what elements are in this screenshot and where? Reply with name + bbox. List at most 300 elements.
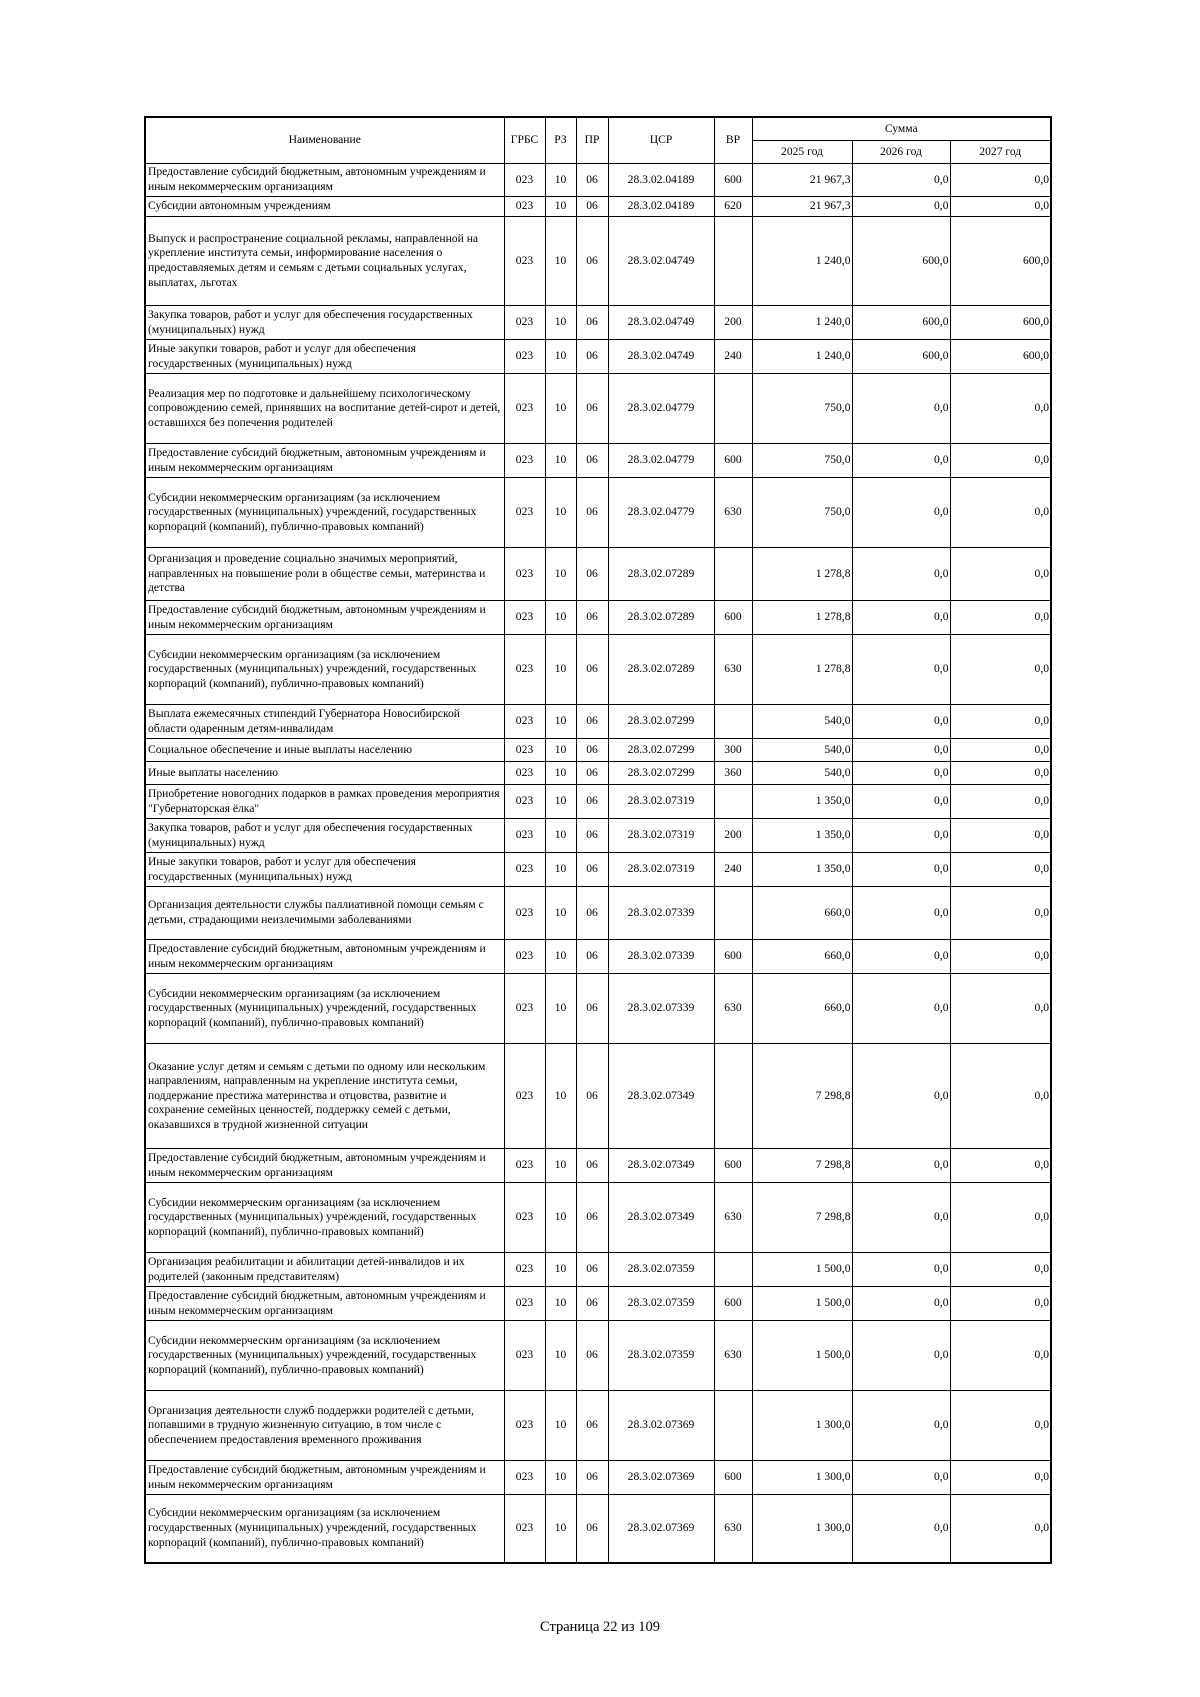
cell-pr: 06 — [576, 1253, 608, 1287]
table-row — [145, 164, 1051, 197]
cell-name: Предоставление субсидий бюджетным, автономным учреждениям и иным некоммерческим организациям — [145, 601, 504, 635]
cell-vr: 240 — [714, 340, 752, 374]
cell-vr: 620 — [714, 197, 752, 217]
table-row — [145, 974, 1051, 1044]
table-row — [145, 1044, 1051, 1149]
cell-sum-2025: 1 300,0 — [752, 1391, 852, 1461]
cell-sum-2025: 1 300,0 — [752, 1461, 852, 1495]
cell-name: Субсидии автономным учреждениям — [145, 197, 504, 217]
cell-pr: 06 — [576, 635, 608, 705]
cell-csr: 28.3.02.07339 — [608, 974, 714, 1044]
cell-vr: 630 — [714, 1183, 752, 1253]
table-row — [145, 853, 1051, 887]
cell-rz: 10 — [545, 635, 576, 705]
cell-name: Субсидии некоммерческим организациям (за исключением государственных (муниципальных) учреждений, государственных корпораций (компаний), публично-правовых компаний) — [145, 635, 504, 705]
cell-csr: 28.3.02.04749 — [608, 340, 714, 374]
cell-sum-2026: 0,0 — [852, 1149, 950, 1183]
cell-sum-2026: 0,0 — [852, 374, 950, 444]
cell-grbs: 023 — [504, 217, 545, 306]
cell-pr: 06 — [576, 1321, 608, 1391]
cell-sum-2027: 0,0 — [950, 635, 1051, 705]
cell-rz: 10 — [545, 1183, 576, 1253]
cell-vr: 630 — [714, 1321, 752, 1391]
header-year-2026: 2026 год — [852, 141, 950, 164]
cell-sum-2026: 0,0 — [852, 444, 950, 478]
cell-grbs: 023 — [504, 374, 545, 444]
cell-rz: 10 — [545, 1044, 576, 1149]
cell-sum-2026: 0,0 — [852, 1253, 950, 1287]
cell-grbs: 023 — [504, 1321, 545, 1391]
cell-grbs: 023 — [504, 478, 545, 548]
cell-grbs: 023 — [504, 819, 545, 853]
cell-pr: 06 — [576, 1495, 608, 1563]
page-number: Страница 22 из 109 — [539, 1619, 660, 1635]
cell-sum-2026: 0,0 — [852, 197, 950, 217]
cell-vr: 630 — [714, 478, 752, 548]
table-row — [145, 887, 1051, 940]
cell-rz: 10 — [545, 1461, 576, 1495]
cell-grbs: 023 — [504, 887, 545, 940]
table-row — [145, 762, 1051, 785]
cell-rz: 10 — [545, 819, 576, 853]
cell-sum-2026: 0,0 — [852, 1044, 950, 1149]
cell-pr: 06 — [576, 601, 608, 635]
cell-grbs: 023 — [504, 739, 545, 762]
cell-grbs: 023 — [504, 548, 545, 601]
cell-csr: 28.3.02.07299 — [608, 762, 714, 785]
cell-name: Выплата ежемесячных стипендий Губернатора Новосибирской области одаренным детям-инвалидам — [145, 705, 504, 739]
cell-grbs: 023 — [504, 762, 545, 785]
cell-vr — [714, 705, 752, 739]
cell-sum-2025: 1 240,0 — [752, 306, 852, 340]
cell-pr: 06 — [576, 974, 608, 1044]
cell-sum-2027: 0,0 — [950, 762, 1051, 785]
cell-csr: 28.3.02.07369 — [608, 1495, 714, 1563]
cell-sum-2026: 0,0 — [852, 164, 950, 197]
cell-sum-2027: 0,0 — [950, 705, 1051, 739]
cell-sum-2027: 0,0 — [950, 1461, 1051, 1495]
cell-sum-2026: 0,0 — [852, 940, 950, 974]
table-row — [145, 1149, 1051, 1183]
cell-rz: 10 — [545, 705, 576, 739]
cell-csr: 28.3.02.04779 — [608, 374, 714, 444]
table-row — [145, 1183, 1051, 1253]
cell-grbs: 023 — [504, 1183, 545, 1253]
cell-vr — [714, 548, 752, 601]
cell-sum-2025: 7 298,8 — [752, 1183, 852, 1253]
cell-name: Предоставление субсидий бюджетным, автономным учреждениям и иным некоммерческим организациям — [145, 164, 504, 197]
cell-sum-2026: 0,0 — [852, 601, 950, 635]
cell-sum-2027: 600,0 — [950, 340, 1051, 374]
cell-sum-2025: 1 240,0 — [752, 340, 852, 374]
cell-sum-2026: 0,0 — [852, 1321, 950, 1391]
cell-sum-2026: 0,0 — [852, 1461, 950, 1495]
cell-rz: 10 — [545, 940, 576, 974]
cell-pr: 06 — [576, 548, 608, 601]
cell-sum-2025: 1 350,0 — [752, 785, 852, 819]
cell-csr: 28.3.02.04189 — [608, 164, 714, 197]
cell-vr: 630 — [714, 1495, 752, 1563]
cell-csr: 28.3.02.07349 — [608, 1149, 714, 1183]
table-header — [145, 117, 1051, 164]
cell-name: Выпуск и распространение социальной рекламы, направленной на укрепление института семьи, информирование населения о предоставляемых детям и семьям с детьми социальных услугах, выплатах, льготах — [145, 217, 504, 306]
cell-name: Социальное обеспечение и иные выплаты населению — [145, 739, 504, 762]
cell-pr: 06 — [576, 340, 608, 374]
cell-sum-2025: 1 500,0 — [752, 1253, 852, 1287]
cell-sum-2026: 600,0 — [852, 340, 950, 374]
cell-name: Иные закупки товаров, работ и услуг для обеспечения государственных (муниципальных) нужд — [145, 853, 504, 887]
cell-sum-2025: 1 278,8 — [752, 601, 852, 635]
cell-sum-2026: 0,0 — [852, 853, 950, 887]
cell-name: Закупка товаров, работ и услуг для обеспечения государственных (муниципальных) нужд — [145, 819, 504, 853]
cell-rz: 10 — [545, 217, 576, 306]
cell-rz: 10 — [545, 1253, 576, 1287]
cell-pr: 06 — [576, 1391, 608, 1461]
cell-sum-2027: 0,0 — [950, 1391, 1051, 1461]
header-csr: ЦСР — [608, 117, 714, 164]
cell-csr: 28.3.02.07369 — [608, 1391, 714, 1461]
cell-vr: 600 — [714, 1149, 752, 1183]
cell-vr — [714, 374, 752, 444]
cell-csr: 28.3.02.04189 — [608, 197, 714, 217]
cell-vr: 240 — [714, 853, 752, 887]
cell-name: Закупка товаров, работ и услуг для обеспечения государственных (муниципальных) нужд — [145, 306, 504, 340]
cell-grbs: 023 — [504, 1287, 545, 1321]
cell-sum-2026: 0,0 — [852, 1287, 950, 1321]
cell-pr: 06 — [576, 217, 608, 306]
table-row — [145, 635, 1051, 705]
cell-grbs: 023 — [504, 1391, 545, 1461]
cell-csr: 28.3.02.07349 — [608, 1183, 714, 1253]
cell-sum-2025: 750,0 — [752, 478, 852, 548]
cell-sum-2027: 0,0 — [950, 1044, 1051, 1149]
cell-rz: 10 — [545, 444, 576, 478]
table-row — [145, 1321, 1051, 1391]
cell-csr: 28.3.02.07289 — [608, 601, 714, 635]
cell-rz: 10 — [545, 887, 576, 940]
cell-vr: 600 — [714, 1461, 752, 1495]
cell-pr: 06 — [576, 1287, 608, 1321]
cell-sum-2025: 750,0 — [752, 374, 852, 444]
cell-rz: 10 — [545, 197, 576, 217]
cell-rz: 10 — [545, 739, 576, 762]
cell-rz: 10 — [545, 1495, 576, 1563]
cell-sum-2027: 600,0 — [950, 306, 1051, 340]
cell-csr: 28.3.02.07339 — [608, 887, 714, 940]
cell-name: Предоставление субсидий бюджетным, автономным учреждениям и иным некоммерческим организациям — [145, 444, 504, 478]
cell-sum-2027: 0,0 — [950, 853, 1051, 887]
table-row — [145, 548, 1051, 601]
cell-sum-2027: 0,0 — [950, 739, 1051, 762]
cell-sum-2025: 1 500,0 — [752, 1287, 852, 1321]
cell-name: Предоставление субсидий бюджетным, автономным учреждениям и иным некоммерческим организациям — [145, 1287, 504, 1321]
cell-grbs: 023 — [504, 1495, 545, 1563]
cell-pr: 06 — [576, 1183, 608, 1253]
cell-vr: 600 — [714, 444, 752, 478]
cell-csr: 28.3.02.04749 — [608, 217, 714, 306]
cell-grbs: 023 — [504, 785, 545, 819]
cell-sum-2025: 540,0 — [752, 705, 852, 739]
cell-vr — [714, 217, 752, 306]
cell-sum-2025: 7 298,8 — [752, 1044, 852, 1149]
cell-sum-2026: 0,0 — [852, 887, 950, 940]
cell-name: Субсидии некоммерческим организациям (за исключением государственных (муниципальных) учреждений, государственных корпораций (компаний), публично-правовых компаний) — [145, 1321, 504, 1391]
cell-grbs: 023 — [504, 164, 545, 197]
cell-sum-2025: 1 240,0 — [752, 217, 852, 306]
cell-rz: 10 — [545, 1321, 576, 1391]
cell-pr: 06 — [576, 306, 608, 340]
cell-vr: 300 — [714, 739, 752, 762]
cell-name: Субсидии некоммерческим организациям (за исключением государственных (муниципальных) учреждений, государственных корпораций (компаний), публично-правовых компаний) — [145, 1495, 504, 1563]
cell-csr: 28.3.02.07319 — [608, 853, 714, 887]
cell-sum-2025: 1 350,0 — [752, 819, 852, 853]
cell-grbs: 023 — [504, 635, 545, 705]
cell-sum-2027: 0,0 — [950, 1253, 1051, 1287]
cell-rz: 10 — [545, 1287, 576, 1321]
cell-csr: 28.3.02.07299 — [608, 739, 714, 762]
cell-csr: 28.3.02.07319 — [608, 785, 714, 819]
cell-sum-2025: 1 500,0 — [752, 1321, 852, 1391]
table-row — [145, 444, 1051, 478]
table-row — [145, 601, 1051, 635]
cell-sum-2027: 0,0 — [950, 197, 1051, 217]
cell-pr: 06 — [576, 887, 608, 940]
cell-rz: 10 — [545, 374, 576, 444]
cell-grbs: 023 — [504, 1461, 545, 1495]
header-grbs: ГРБС — [504, 117, 545, 164]
document-page — [144, 116, 1050, 1564]
cell-name: Предоставление субсидий бюджетным, автономным учреждениям и иным некоммерческим организациям — [145, 1461, 504, 1495]
table-row — [145, 374, 1051, 444]
cell-pr: 06 — [576, 853, 608, 887]
cell-csr: 28.3.02.07359 — [608, 1253, 714, 1287]
table-row — [145, 1461, 1051, 1495]
table-row — [145, 340, 1051, 374]
cell-name: Организация деятельности служб поддержки родителей с детьми, попавшими в трудную жизненную ситуацию, в том числе с обеспечением предоставления временного проживания — [145, 1391, 504, 1461]
cell-sum-2027: 0,0 — [950, 444, 1051, 478]
cell-grbs: 023 — [504, 340, 545, 374]
header-vr: ВР — [714, 117, 752, 164]
cell-sum-2025: 1 350,0 — [752, 853, 852, 887]
cell-sum-2027: 0,0 — [950, 374, 1051, 444]
cell-sum-2027: 0,0 — [950, 974, 1051, 1044]
cell-csr: 28.3.02.07359 — [608, 1321, 714, 1391]
table-row — [145, 478, 1051, 548]
cell-sum-2027: 0,0 — [950, 478, 1051, 548]
cell-csr: 28.3.02.07359 — [608, 1287, 714, 1321]
header-year-2025: 2025 год — [752, 141, 852, 164]
cell-pr: 06 — [576, 940, 608, 974]
cell-sum-2026: 0,0 — [852, 974, 950, 1044]
cell-grbs: 023 — [504, 940, 545, 974]
cell-sum-2026: 0,0 — [852, 1183, 950, 1253]
cell-sum-2026: 0,0 — [852, 478, 950, 548]
cell-sum-2025: 1 278,8 — [752, 635, 852, 705]
table-row — [145, 1495, 1051, 1563]
cell-vr — [714, 785, 752, 819]
cell-sum-2025: 660,0 — [752, 974, 852, 1044]
cell-sum-2026: 0,0 — [852, 785, 950, 819]
table-row — [145, 217, 1051, 306]
header-year-2027: 2027 год — [950, 141, 1051, 164]
cell-pr: 06 — [576, 164, 608, 197]
cell-sum-2026: 0,0 — [852, 1391, 950, 1461]
cell-vr: 600 — [714, 164, 752, 197]
cell-grbs: 023 — [504, 705, 545, 739]
cell-name: Субсидии некоммерческим организациям (за исключением государственных (муниципальных) учреждений, государственных корпораций (компаний), публично-правовых компаний) — [145, 478, 504, 548]
table-row — [145, 1253, 1051, 1287]
cell-vr: 200 — [714, 819, 752, 853]
cell-sum-2027: 0,0 — [950, 940, 1051, 974]
table-row — [145, 785, 1051, 819]
cell-sum-2027: 0,0 — [950, 1321, 1051, 1391]
cell-rz: 10 — [545, 164, 576, 197]
cell-csr: 28.3.02.07369 — [608, 1461, 714, 1495]
cell-sum-2027: 600,0 — [950, 217, 1051, 306]
cell-name: Организация реабилитации и абилитации детей-инвалидов и их родителей (законным представителям) — [145, 1253, 504, 1287]
cell-grbs: 023 — [504, 1253, 545, 1287]
table-row — [145, 306, 1051, 340]
cell-rz: 10 — [545, 601, 576, 635]
header-pr: ПР — [576, 117, 608, 164]
cell-grbs: 023 — [504, 1149, 545, 1183]
cell-vr: 630 — [714, 974, 752, 1044]
cell-grbs: 023 — [504, 306, 545, 340]
cell-grbs: 023 — [504, 974, 545, 1044]
cell-sum-2026: 600,0 — [852, 306, 950, 340]
cell-sum-2025: 21 967,3 — [752, 197, 852, 217]
cell-csr: 28.3.02.07349 — [608, 1044, 714, 1149]
cell-rz: 10 — [545, 548, 576, 601]
cell-sum-2027: 0,0 — [950, 819, 1051, 853]
cell-pr: 06 — [576, 444, 608, 478]
cell-pr: 06 — [576, 819, 608, 853]
cell-rz: 10 — [545, 1391, 576, 1461]
cell-sum-2025: 660,0 — [752, 940, 852, 974]
cell-pr: 06 — [576, 374, 608, 444]
cell-vr: 630 — [714, 635, 752, 705]
cell-name: Иные закупки товаров, работ и услуг для обеспечения государственных (муниципальных) нужд — [145, 340, 504, 374]
budget-table — [144, 116, 1052, 1564]
cell-rz: 10 — [545, 762, 576, 785]
cell-rz: 10 — [545, 306, 576, 340]
cell-csr: 28.3.02.07289 — [608, 635, 714, 705]
cell-sum-2025: 540,0 — [752, 739, 852, 762]
cell-csr: 28.3.02.07299 — [608, 705, 714, 739]
cell-sum-2027: 0,0 — [950, 548, 1051, 601]
cell-name: Предоставление субсидий бюджетным, автономным учреждениям и иным некоммерческим организациям — [145, 940, 504, 974]
cell-csr: 28.3.02.07339 — [608, 940, 714, 974]
cell-sum-2025: 540,0 — [752, 762, 852, 785]
cell-sum-2027: 0,0 — [950, 785, 1051, 819]
cell-sum-2026: 0,0 — [852, 819, 950, 853]
cell-vr: 600 — [714, 940, 752, 974]
cell-csr: 28.3.02.04749 — [608, 306, 714, 340]
header-name: Наименование — [145, 117, 504, 164]
table-row — [145, 705, 1051, 739]
cell-csr: 28.3.02.07289 — [608, 548, 714, 601]
cell-vr: 360 — [714, 762, 752, 785]
cell-grbs: 023 — [504, 601, 545, 635]
table-row — [145, 819, 1051, 853]
cell-name: Организация и проведение социально значимых мероприятий, направленных на повышение роли в обществе семьи, материнства и детства — [145, 548, 504, 601]
cell-pr: 06 — [576, 197, 608, 217]
cell-pr: 06 — [576, 705, 608, 739]
header-rz: РЗ — [545, 117, 576, 164]
table-row — [145, 1287, 1051, 1321]
cell-rz: 10 — [545, 785, 576, 819]
cell-vr — [714, 1391, 752, 1461]
cell-sum-2026: 0,0 — [852, 762, 950, 785]
cell-sum-2027: 0,0 — [950, 601, 1051, 635]
cell-sum-2027: 0,0 — [950, 1287, 1051, 1321]
cell-pr: 06 — [576, 1149, 608, 1183]
cell-name: Оказание услуг детям и семьям с детьми по одному или нескольким направлениям, направленным на укрепление института семьи, поддержание престижа материнства и отцовства, развитие и сохранение семейных ценностей, поддержку семей с детьми, оказавшихся в трудной жизненной ситуации — [145, 1044, 504, 1149]
cell-pr: 06 — [576, 762, 608, 785]
cell-name: Организация деятельности службы паллиативной помощи семьям с детьми, страдающими неизлечимыми заболеваниями — [145, 887, 504, 940]
cell-name: Приобретение новогодних подарков в рамках проведения мероприятия "Губернаторская ёлка" — [145, 785, 504, 819]
cell-grbs: 023 — [504, 197, 545, 217]
table-body — [145, 164, 1051, 1563]
cell-grbs: 023 — [504, 1044, 545, 1149]
cell-name: Иные выплаты населению — [145, 762, 504, 785]
table-row — [145, 739, 1051, 762]
cell-sum-2027: 0,0 — [950, 887, 1051, 940]
cell-csr: 28.3.02.07319 — [608, 819, 714, 853]
cell-sum-2026: 0,0 — [852, 548, 950, 601]
table-row — [145, 1391, 1051, 1461]
cell-sum-2026: 0,0 — [852, 1495, 950, 1563]
cell-vr: 200 — [714, 306, 752, 340]
cell-vr — [714, 1253, 752, 1287]
cell-sum-2027: 0,0 — [950, 1495, 1051, 1563]
cell-sum-2025: 660,0 — [752, 887, 852, 940]
table-row — [145, 940, 1051, 974]
cell-pr: 06 — [576, 785, 608, 819]
cell-rz: 10 — [545, 478, 576, 548]
cell-pr: 06 — [576, 739, 608, 762]
cell-sum-2025: 21 967,3 — [752, 164, 852, 197]
cell-sum-2026: 0,0 — [852, 635, 950, 705]
header-sum: Сумма — [752, 117, 1051, 141]
cell-sum-2025: 1 278,8 — [752, 548, 852, 601]
table-row — [145, 197, 1051, 217]
cell-rz: 10 — [545, 1149, 576, 1183]
cell-csr: 28.3.02.04779 — [608, 444, 714, 478]
cell-pr: 06 — [576, 1461, 608, 1495]
cell-sum-2026: 0,0 — [852, 739, 950, 762]
cell-vr — [714, 887, 752, 940]
cell-rz: 10 — [545, 853, 576, 887]
cell-sum-2027: 0,0 — [950, 1149, 1051, 1183]
cell-grbs: 023 — [504, 853, 545, 887]
cell-sum-2025: 750,0 — [752, 444, 852, 478]
cell-sum-2027: 0,0 — [950, 164, 1051, 197]
cell-vr: 600 — [714, 1287, 752, 1321]
cell-sum-2026: 600,0 — [852, 217, 950, 306]
cell-rz: 10 — [545, 974, 576, 1044]
cell-rz: 10 — [545, 340, 576, 374]
cell-name: Предоставление субсидий бюджетным, автономным учреждениям и иным некоммерческим организациям — [145, 1149, 504, 1183]
cell-csr: 28.3.02.04779 — [608, 478, 714, 548]
cell-grbs: 023 — [504, 444, 545, 478]
cell-sum-2025: 7 298,8 — [752, 1149, 852, 1183]
cell-vr — [714, 1044, 752, 1149]
cell-name: Реализация мер по подготовке и дальнейшему психологическому сопровождению семей, принявших на воспитание детей-сирот и детей, оставшихся без попечения родителей — [145, 374, 504, 444]
cell-name: Субсидии некоммерческим организациям (за исключением государственных (муниципальных) учреждений, государственных корпораций (компаний), публично-правовых компаний) — [145, 1183, 504, 1253]
cell-pr: 06 — [576, 1044, 608, 1149]
cell-sum-2026: 0,0 — [852, 705, 950, 739]
